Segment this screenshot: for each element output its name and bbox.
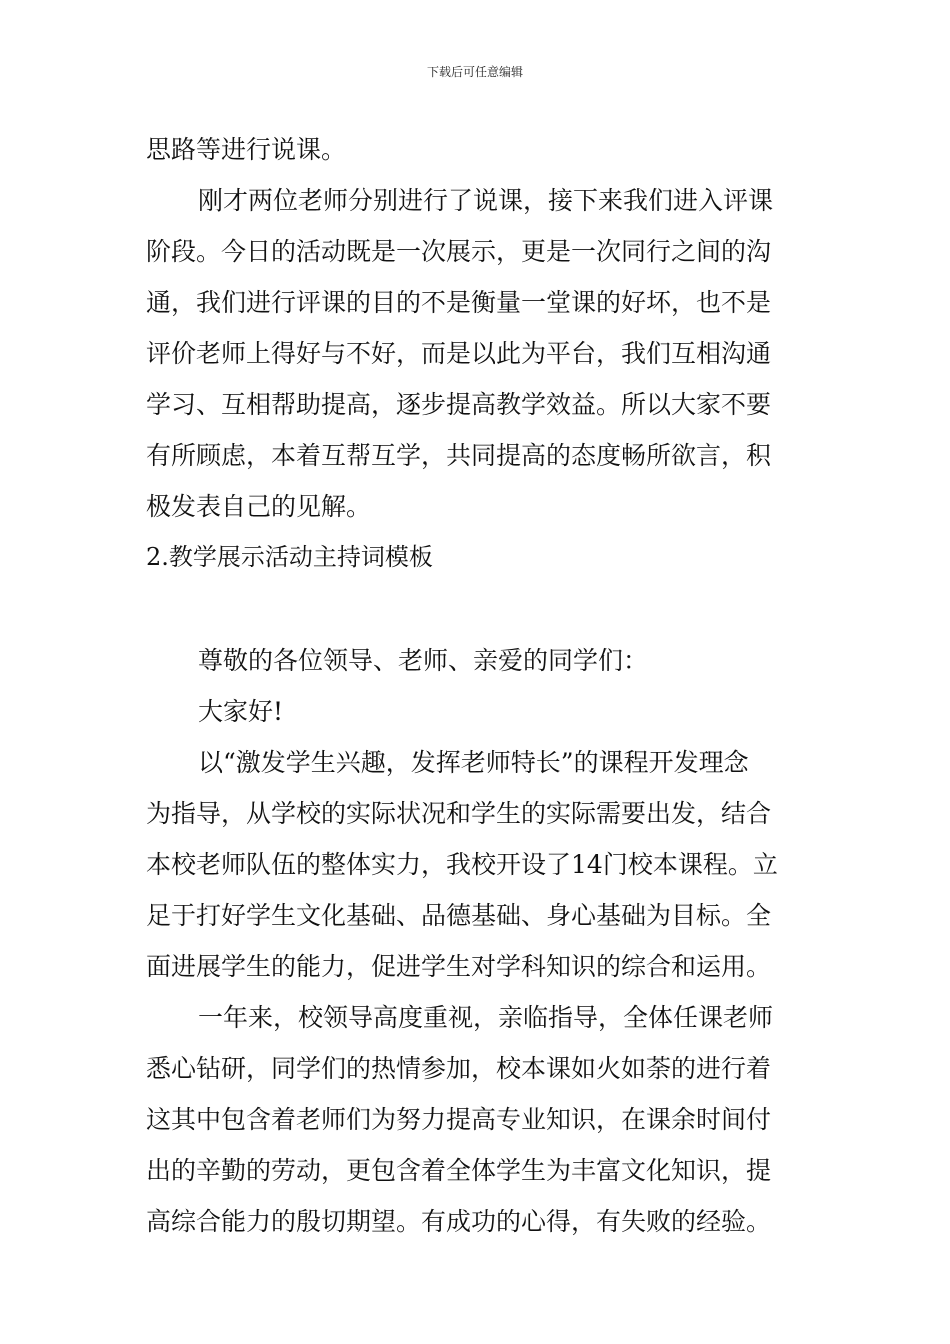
- paragraph-line: 出的辛勤的劳动，更包含着全体学生为丰富文化知识，提: [146, 1156, 772, 1185]
- paragraph-line: 足于打好学生文化基础、品德基础、身心基础为目标。全: [146, 901, 772, 930]
- paragraph-line: 面进展学生的能力，促进学生对学科知识的综合和运用。: [146, 952, 772, 981]
- page-header-note: 下载后可任意编辑: [426, 65, 523, 79]
- paragraph-line: 高综合能力的殷切期望。有成功的心得，有失败的经验。: [146, 1207, 772, 1236]
- paragraph-line: 以“激发学生兴趣，发挥老师特长”的课程开发理念: [198, 748, 749, 777]
- paragraph-line: 有所顾虑，本着互帮互学，共同提高的态度畅所欲言，积: [146, 441, 772, 470]
- document-body: [146, 124, 814, 1247]
- paragraph-line: 思路等进行说课。: [146, 135, 347, 164]
- section-heading: 2.教学展示活动主持词模板: [146, 543, 433, 571]
- paragraph-line: 悉心钻研，同学们的热情参加，校本课如火如荼的进行着: [146, 1054, 772, 1083]
- paragraph-line: 学习、互相帮助提高，逐步提高教学效益。所以大家不要: [146, 390, 772, 419]
- paragraph-line: 为指导，从学校的实际状况和学生的实际需要出发，结合: [146, 799, 772, 828]
- greeting-line: 大家好!: [198, 697, 284, 726]
- paragraph-line: 评价老师上得好与不好，而是以此为平台，我们互相沟通: [146, 339, 772, 368]
- salutation-line: 尊敬的各位领导、老师、亲爱的同学们：: [198, 646, 649, 675]
- paragraph-line: 极发表自己的见解。: [146, 492, 372, 521]
- paragraph-line: 刚才两位老师分别进行了说课，接下来我们进入评课: [198, 186, 774, 215]
- paragraph-line: 这其中包含着老师们为努力提高专业知识，在课余时间付: [146, 1105, 772, 1134]
- paragraph-line: 阶段。今日的活动既是一次展示，更是一次同行之间的沟: [146, 237, 772, 266]
- blank-line: [146, 583, 814, 635]
- paragraph-line: 通，我们进行评课的目的不是衡量一堂课的好坏，也不是: [146, 288, 772, 317]
- paragraph-line: 本校老师队伍的整体实力，我校开设了14门校本课程。立: [146, 850, 778, 879]
- paragraph-line: 一年来，校领导高度重视，亲临指导，全体任课老师: [198, 1003, 774, 1032]
